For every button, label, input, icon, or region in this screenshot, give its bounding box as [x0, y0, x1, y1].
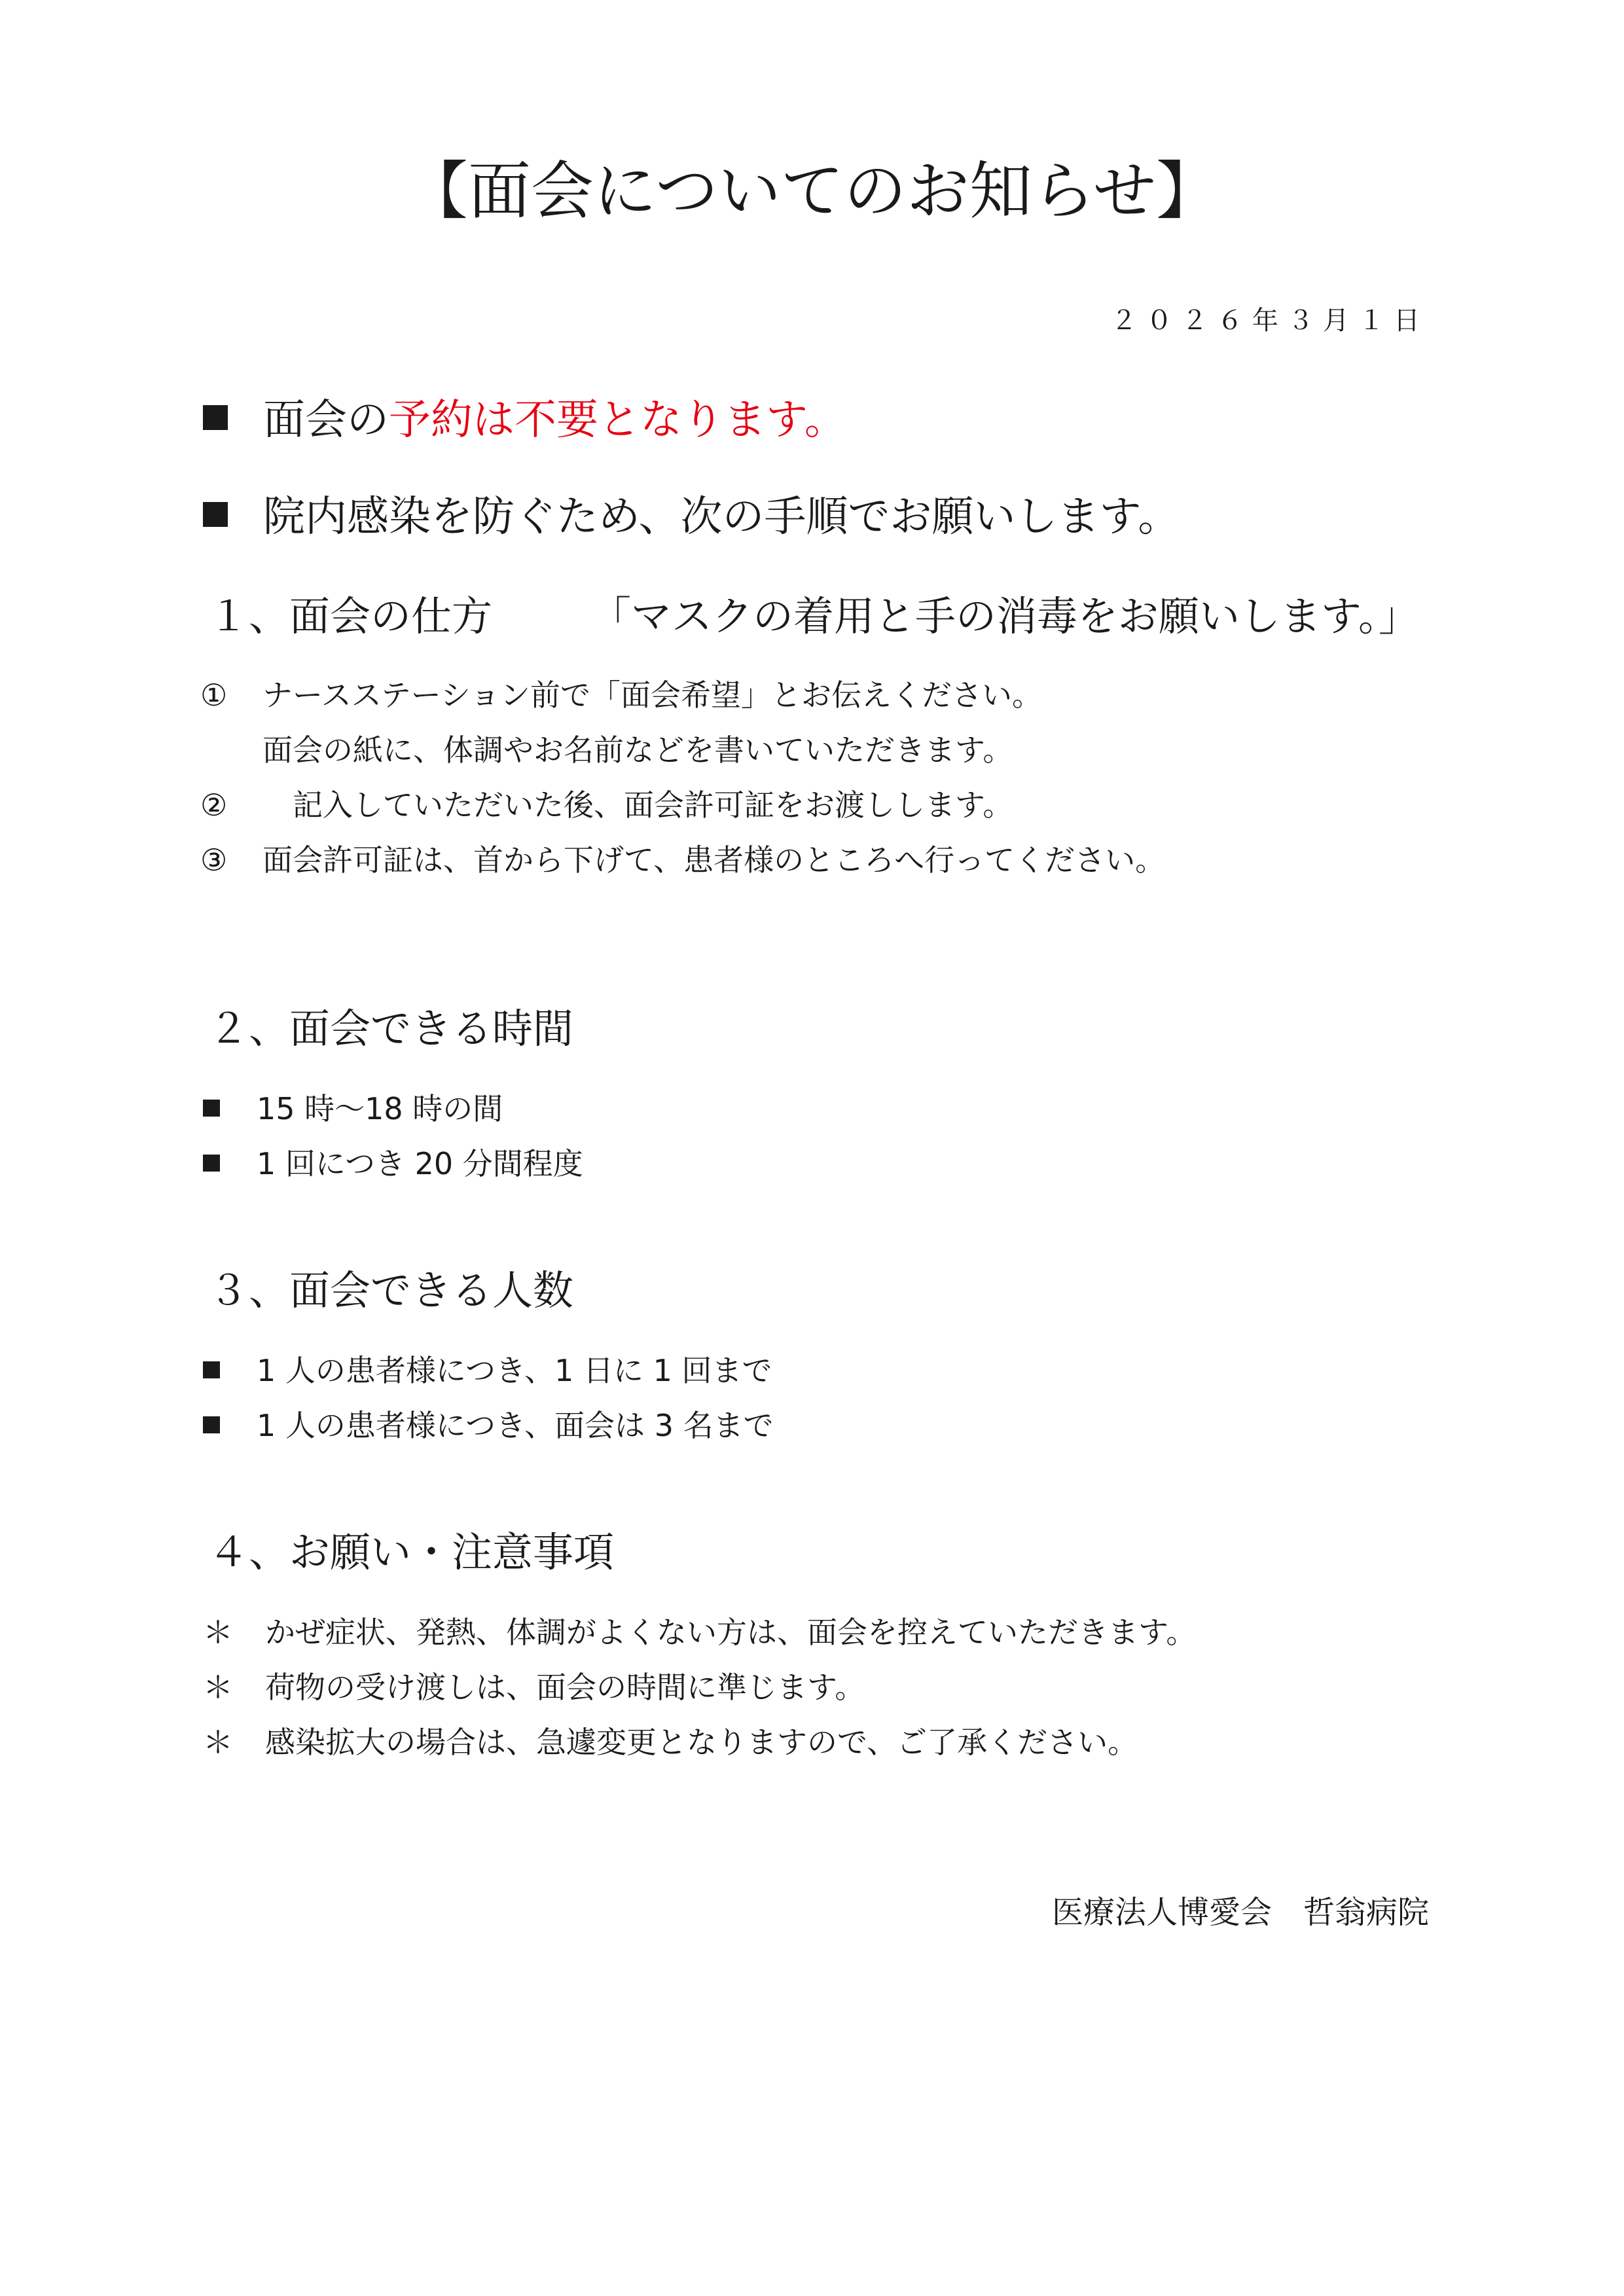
square-bullet-icon: [203, 1416, 220, 1433]
caution-item: [203, 1666, 865, 1708]
notice-reservation: [203, 393, 846, 448]
section1-subtitle: 「マスクの着用と手の消毒をお願いします。」: [590, 592, 1420, 640]
section3-heading: ３、面会できる人数: [208, 1266, 574, 1314]
step-marker: ②: [200, 787, 228, 823]
asterisk-icon: ＊: [203, 1670, 233, 1705]
step-item: [200, 674, 1042, 716]
time-item-text: 15 時～18 時の間: [257, 1091, 503, 1126]
step-marker: ③: [200, 842, 228, 878]
page-title: 【面会についてのお知らせ】: [405, 154, 1219, 228]
step-text: ナースステーション前で「面会希望」とお伝えください。: [262, 677, 1042, 713]
section2-heading: ２、面会できる時間: [208, 1005, 574, 1052]
notice-procedure-text: 院内感染を防ぐため、次の手順でお願いします。: [263, 493, 1180, 541]
square-bullet-icon: [203, 1155, 220, 1172]
section1-header: [208, 589, 1419, 644]
notice-procedure: [203, 490, 1180, 545]
caution-item: [203, 1721, 1138, 1763]
time-item: [203, 1143, 583, 1185]
time-item-text: 1 回につき 20 分間程度: [257, 1146, 583, 1181]
visitor-limit-item: [203, 1405, 774, 1446]
step-item: [200, 784, 1013, 826]
caution-text: 感染拡大の場合は、急遽変更となりますので、ご了承ください。: [265, 1725, 1138, 1760]
step-text: 記入していただいた後、面会許可証をお渡しします。: [262, 787, 1013, 823]
square-bullet-icon: [203, 1100, 220, 1117]
asterisk-icon: ＊: [203, 1615, 233, 1650]
time-item: [203, 1088, 503, 1130]
square-bullet-icon: [203, 1361, 220, 1378]
notice-date: ２０２６年３月１日: [1111, 306, 1429, 336]
square-bullet-icon: [203, 502, 228, 527]
step-item: [200, 729, 1013, 771]
section4-heading: ４、お願い・注意事項: [208, 1528, 615, 1576]
step-item: [200, 839, 1165, 881]
section1-heading: １、面会の仕方: [208, 592, 493, 640]
step-text: 面会許可証は、首から下げて、患者様のところへ行ってください。: [262, 842, 1166, 878]
square-bullet-icon: [203, 405, 228, 430]
hospital-name: 医療法人博愛会 哲翁病院: [1051, 1894, 1429, 1931]
caution-text: 荷物の受け渡しは、面会の時間に準じます。: [265, 1670, 865, 1705]
notice-reservation-prefix: 面会の: [263, 396, 389, 444]
notice-reservation-highlight: 予約は不要となります。: [389, 396, 846, 444]
visitor-limit-item: [203, 1350, 772, 1391]
step-text: 面会の紙に、体調やお名前などを書いていただきます。: [262, 732, 1013, 768]
step-marker: ①: [200, 677, 228, 713]
caution-text: かぜ症状、発熱、体調がよくない方は、面会を控えていただきます。: [265, 1615, 1197, 1650]
visitor-limit-text: 1 人の患者様につき、面会は 3 名まで: [257, 1408, 774, 1443]
visitor-limit-text: 1 人の患者様につき、1 日に 1 回まで: [257, 1353, 772, 1388]
caution-item: [203, 1611, 1196, 1653]
asterisk-icon: ＊: [203, 1725, 233, 1760]
